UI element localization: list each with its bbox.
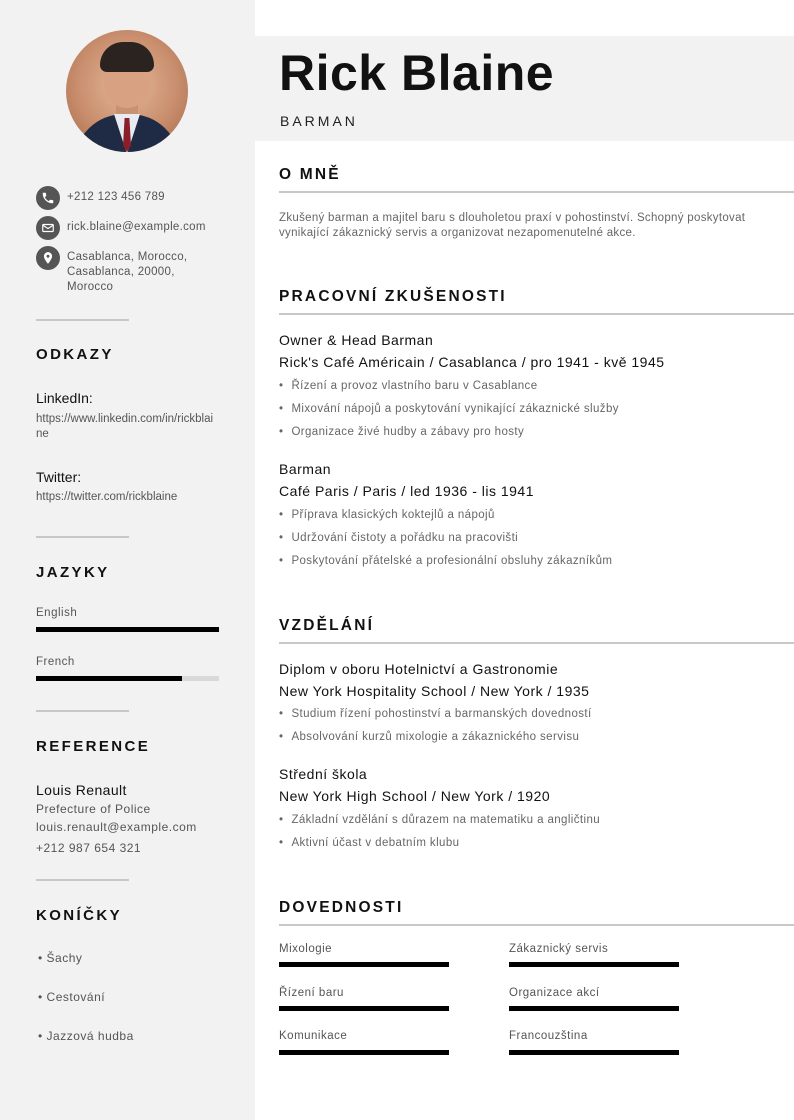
job-title: BARMAN — [280, 113, 358, 129]
twitter-label: Twitter: — [36, 469, 82, 485]
sidebar-divider — [36, 710, 129, 712]
reference-heading: REFERENCE — [36, 738, 151, 755]
location-pin-icon — [36, 246, 60, 270]
skill-label: Organizace akcí — [509, 987, 600, 999]
skill-level-bar — [509, 1006, 679, 1011]
education-bullet: • Základní vzdělání s důrazem na matematiku a angličtinu — [279, 814, 600, 826]
skill-level-bar — [279, 962, 449, 967]
education-bullet: • Absolvování kurzů mixologie a zákaznického servisu — [279, 731, 579, 743]
job-bullet: • Poskytování přátelské a profesionální obsluhy zákazníkům — [279, 555, 612, 567]
education-school: New York Hospitality School / New York / 1935 — [279, 683, 590, 699]
address-text: Casablanca, Morocco, Casablanca, 20000, Morocco — [67, 251, 188, 293]
contact-email — [36, 216, 236, 240]
hobby-item: • Jazzová hudba — [38, 1029, 134, 1043]
skill-label: Komunikace — [279, 1030, 348, 1042]
job-org: Café Paris / Paris / led 1936 - lis 1941 — [279, 483, 535, 499]
sidebar-divider — [36, 536, 129, 538]
reference-email: louis.renault@example.com — [36, 820, 197, 834]
sidebar-divider — [36, 319, 129, 321]
section-rule — [279, 924, 794, 926]
education-degree: Střední škola — [279, 766, 368, 782]
hobby-item: • Šachy — [38, 951, 83, 965]
skill-level-bar — [509, 962, 679, 967]
job-bullet: • Udržování čistoty a pořádku na pracovišti — [279, 532, 518, 544]
language-label: French — [36, 656, 75, 668]
skills-heading: DOVEDNOSTI — [279, 899, 404, 916]
education-bullet: • Studium řízení pohostinství a barmanských dovedností — [279, 708, 592, 720]
hobbies-heading: KONÍČKY — [36, 907, 122, 924]
education-degree: Diplom v oboru Hotelnictví a Gastronomie — [279, 661, 559, 677]
sidebar-divider — [36, 879, 129, 881]
skill-label: Francouzština — [509, 1030, 588, 1042]
skill-level-bar — [279, 1006, 449, 1011]
twitter-link[interactable]: https://twitter.com/rickblaine — [36, 491, 178, 503]
language-label: English — [36, 607, 78, 619]
job-bullet: • Mixování nápojů a poskytování vynikající zákaznické služby — [279, 403, 619, 415]
mail-icon — [36, 216, 60, 240]
job-bullet: • Organizace živé hudby a zábavy pro hosty — [279, 426, 524, 438]
linkedin-label: LinkedIn: — [36, 390, 93, 406]
contact-phone — [36, 186, 236, 210]
reference-name: Louis Renault — [36, 782, 127, 798]
contact-address — [36, 246, 236, 295]
education-school: New York High School / New York / 1920 — [279, 788, 551, 804]
skill-level-bar — [279, 1050, 449, 1055]
section-rule — [279, 313, 794, 315]
skill-label: Zákaznický servis — [509, 943, 609, 955]
job-bullet: • Příprava klasických koktejlů a nápojů — [279, 509, 495, 521]
education-heading: VZDĚLÁNÍ — [279, 617, 375, 634]
email-text: rick.blaine@example.com — [67, 221, 206, 233]
experience-heading: PRACOVNÍ ZKUŠENOSTI — [279, 288, 507, 305]
skill-label: Mixologie — [279, 943, 333, 955]
job-role: Barman — [279, 461, 332, 477]
reference-phone: +212 987 654 321 — [36, 841, 142, 855]
links-heading: ODKAZY — [36, 346, 114, 363]
reference-org: Prefecture of Police — [36, 802, 151, 816]
linkedin-link[interactable]: https://www.linkedin.com/in/rickblaine — [36, 413, 214, 440]
phone-icon — [36, 186, 60, 210]
job-bullet: • Řízení a provoz vlastního baru v Casablance — [279, 380, 538, 392]
candidate-name: Rick Blaine — [279, 45, 555, 101]
education-bullet: • Aktivní účast v debatním klubu — [279, 837, 459, 849]
avatar — [66, 30, 188, 152]
skill-label: Řízení baru — [279, 987, 344, 999]
skill-level-bar — [509, 1050, 679, 1055]
language-level-bar — [36, 627, 219, 632]
job-role: Owner & Head Barman — [279, 332, 434, 348]
job-org: Rick's Café Américain / Casablanca / pro 1941 - kvě 1945 — [279, 354, 665, 370]
languages-heading: JAZYKY — [36, 564, 110, 581]
about-heading: O MNĚ — [279, 166, 341, 183]
language-level-bar — [36, 676, 219, 681]
section-rule — [279, 642, 794, 644]
hobby-item: • Cestování — [38, 990, 106, 1004]
section-rule — [279, 191, 794, 193]
phone-text: +212 123 456 789 — [67, 191, 165, 203]
about-text: Zkušený barman a majitel baru s dlouholetou praxí v pohostinství. Schopný poskytovat vynikající zákaznický servis a organizovat nezapomenutelné akce. — [279, 212, 746, 239]
